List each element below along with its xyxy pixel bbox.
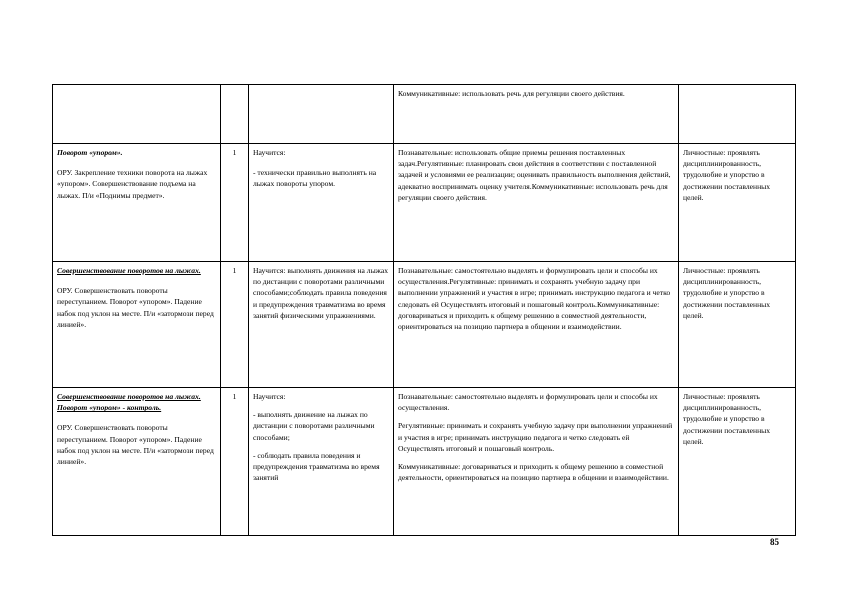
personal-cell xyxy=(679,262,796,388)
competencies-cell xyxy=(394,388,679,536)
learn-cell xyxy=(249,144,394,262)
topic-title: Совершенствование поворотов на лыжах. xyxy=(57,266,201,275)
personal-cell xyxy=(679,85,796,144)
topic-text: ОРУ. Совершенствовать повороты переступанием. Поворот «упором». Падение набок под уклон на месте. П/и «затормози перед линией». xyxy=(57,423,214,467)
learn-cell xyxy=(249,85,394,144)
learn-item: - соблюдать правила поведения и предупреждения травматизма во время занятий xyxy=(253,450,380,483)
learn-heading: Научится: xyxy=(253,148,286,157)
competencies-cell xyxy=(394,144,679,262)
competencies-text: Регулятивные: принимать и сохранять учебную задачу при выполнении упражнений и участия в игре; принимать инструкцию педагога и четко следовать ей Осуществлять итоговый и пошаговый контроль. xyxy=(398,421,673,453)
topic-cell xyxy=(53,262,221,388)
table-row-continued xyxy=(53,85,796,144)
competencies-text: Коммуникативные: использовать речь для регуляции своего действия. xyxy=(398,89,625,98)
hours-value: 1 xyxy=(232,148,237,157)
personal-cell xyxy=(679,144,796,262)
hours-value: 1 xyxy=(232,266,237,275)
competencies-text: Коммуникативные: договариваться и приходить к общему решению в совместной деятельности, ориентироваться на позицию партнера в общении и взаимодействии. xyxy=(398,462,669,483)
table-row xyxy=(53,144,796,262)
learn-item: - технически правильно выполнять на лыжах повороты упором. xyxy=(253,168,377,189)
learn-item: - выполнять движение на лыжах по дистанции с поворотами различными способами; xyxy=(253,410,375,442)
competencies-cell xyxy=(394,262,679,388)
topic-cell xyxy=(53,85,221,144)
competencies-text: Познавательные: использовать общие приемы решения поставленных задач.Регулятивные: планировать свои действия в соответствии с поставленной задачей и условиями ее реализации; оценивать правильность выполнения действий, адекватно воспринимать оценку учителя.Коммуникативные: использовать речь для регуляции своего действия. xyxy=(398,148,671,202)
page-number: 85 xyxy=(770,537,779,547)
topic-title: Совершенствование поворотов на лыжах. Поворот «упором» - контроль. xyxy=(57,392,201,413)
personal-cell xyxy=(679,388,796,536)
competencies-cell xyxy=(394,85,679,144)
personal-text: Личностные: проявлять дисциплинированность, трудолюбие и упорство в достижении поставленных целей. xyxy=(683,266,771,320)
hours-cell xyxy=(221,262,249,388)
topic-text: ОРУ. Закрепление техники поворота на лыжах «упором». Совершенствование подъема на лыжах. П/и «Поднимы предмет». xyxy=(57,168,208,200)
learn-heading: Научится: выполнять движения на лыжах по дистанции с поворотами различными способами;соблюдать правила поведения и предупреждения травматизма во время занятий физическими упражнениями. xyxy=(253,266,389,320)
topic-text: ОРУ. Совершенствовать повороты переступанием. Поворот «упором». Падение набок под уклон на месте. П/и «затормози перед линией». xyxy=(57,286,214,329)
hours-cell xyxy=(221,388,249,536)
competencies-text: Познавательные: самостоятельно выделять и формулировать цели и способы их осуществления. xyxy=(398,392,658,413)
topic-cell xyxy=(53,144,221,262)
personal-text: Личностные: проявлять дисциплинированность, трудолюбие и упорство в достижении поставленных целей. xyxy=(683,392,771,446)
personal-text: Личностные: проявлять дисциплинированность, трудолюбие и упорство в достижении поставленных целей. xyxy=(683,148,771,202)
hours-cell xyxy=(221,85,249,144)
learn-heading: Научится: xyxy=(253,392,286,401)
table-row xyxy=(53,388,796,536)
learn-cell xyxy=(249,262,394,388)
learn-cell xyxy=(249,388,394,536)
topic-cell xyxy=(53,388,221,536)
hours-cell xyxy=(221,144,249,262)
table-row xyxy=(53,262,796,388)
lesson-plan-table xyxy=(52,84,796,536)
hours-value: 1 xyxy=(232,392,237,401)
topic-title: Поворот «упором». xyxy=(57,148,123,157)
competencies-text: Познавательные: самостоятельно выделять и формулировать цели и способы их осуществления.Регулятивные: принимать и сохранять учебную задачу при выполнении упражнений и участия в игре; принимать инструкцию педагога и четко следовать ей Осуществлять итоговый и пошаговый контроль.Коммуникативные: договариваться и приходить к общему решению в совместной деятельности, ориентироваться на позицию партнера в общении и взаимодействии. xyxy=(398,266,671,332)
